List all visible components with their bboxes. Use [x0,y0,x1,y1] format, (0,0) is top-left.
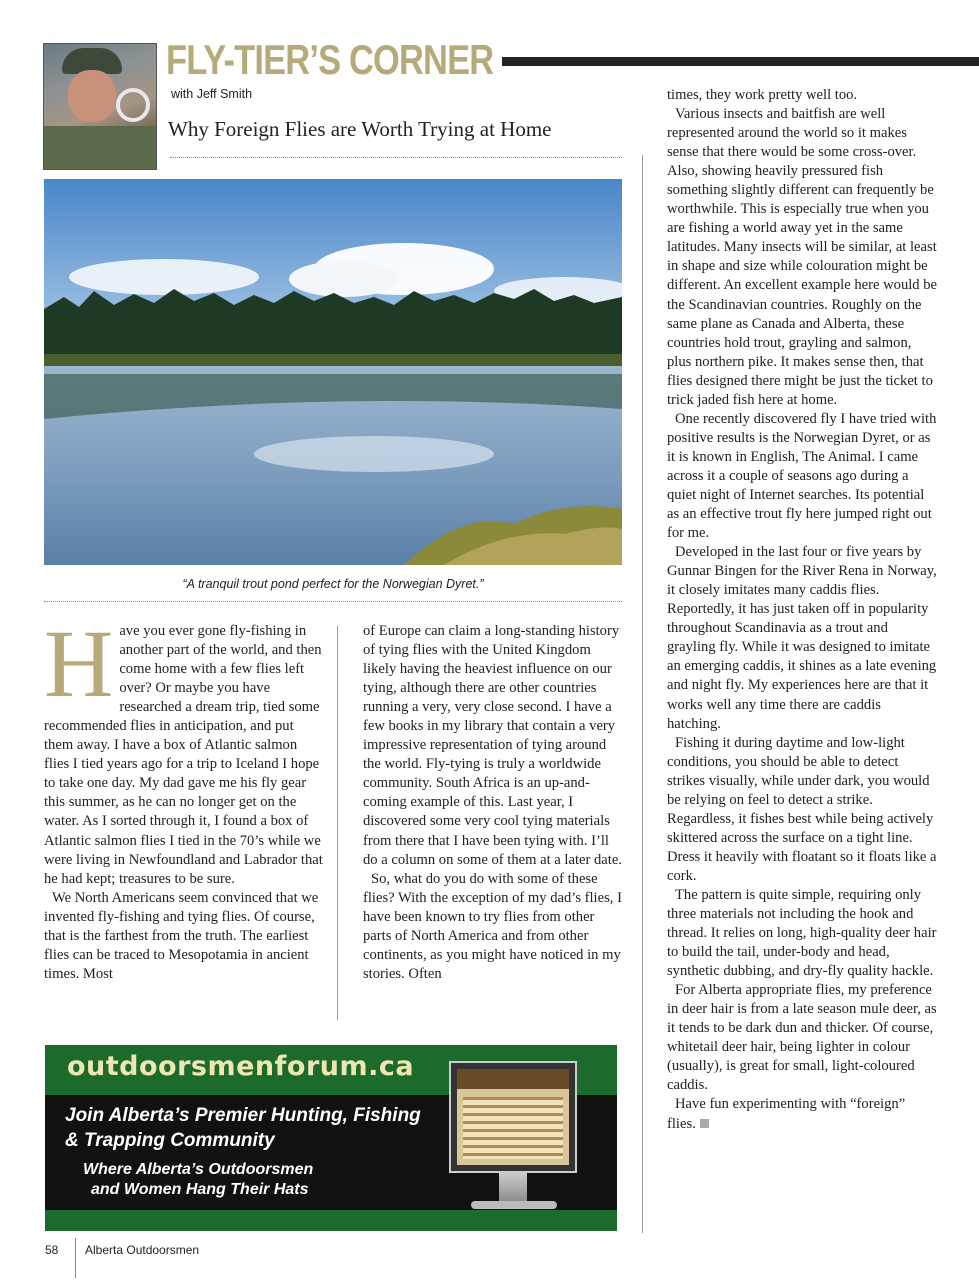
ad-subline-1: Where Alberta’s Outdoorsmen [83,1161,314,1178]
paragraph-text: Have fun experimenting with “foreign” flies. [667,1096,906,1132]
paragraph: We North Americans seem convinced that we invented fly-fishing and tying flies. Of course, that is the farthest from the truth. The earliest flies can be traced to Mesopotamia in ancient times. Most [44,889,319,982]
byline: with Jeff Smith [171,87,253,101]
ad-url[interactable]: outdoorsmenforum.ca [67,1051,415,1082]
article-column-2 [363,622,625,984]
monitor-base [471,1201,557,1209]
paragraph: So, what do you do with some of these flies? With the exception of my dad’s flies, I have been known to try flies from other parts of North America and from other continents, as you might have noticed in my stories. Often [363,870,622,982]
paragraph-text: ave you ever gone fly-fishing in another part of the world, and then come home with a few flies left over? Or maybe you have researched a dream trip, tied some recommended flies in anticipation, and put them away. I have a box of Atlantic salmon flies I tied years ago for a trip to Iceland I hope to take one day. My dad gave me his fly gear this summer, as he can no longer get on the water. As I sorted through it, I found a box of Atlantic salmon flies I tied in the 70’s while we were living in Newfoundland and Labrador that he had kept; treasures to be sure. [44,623,323,887]
drop-cap: H [44,610,114,717]
column-title: FLY-TIER’S CORNER [166,36,494,83]
title-rule [502,57,979,66]
paragraph: The pattern is quite simple, requiring only three materials not including the hook and thread. It relies on long, high-quality deer hair to build the tail, under-body and head, synthetic dubbing, and dry-fly quality hackle. [667,886,937,980]
ad-footer-band [45,1210,617,1231]
article-column-3 [667,86,937,1134]
paragraph: Developed in the last four or five years by Gunnar Bingen for the River Rena in Norway, it closely imitates many caddis flies. Reportedly, it has just taken off in popularity throughout Scandinavia as a trout and grayling fly. While it was designed to imitate an emerging caddis, it shines as a late evening and night fly. My experiences here are that it works well any time there are caddis hatching. [667,544,937,732]
monitor-icon [449,1061,577,1173]
paragraph: Fishing it during daytime and low-light conditions, you should be able to detect strikes visually, while under dark, you would be relying on feel to detect a strike. Regardless, it fishes best while being actively skittered across the surface on a tight line. Dress it heavily with floatant so it floats like a cork. [667,734,937,884]
paragraph: For Alberta appropriate flies, my preference in deer hair is from a late season mule deer, as it tends to be dark dun and thicker. Of course, whitetail deer hair, being lighter in colour (usually), is great for small, light-coloured caddis. [667,982,937,1094]
paragraph [44,610,324,889]
author-photo [43,43,157,170]
page-number: 58 [45,1243,59,1257]
paragraph: times, they work pretty well too. [667,87,858,103]
dotted-divider [170,157,622,158]
publication-name: Alberta Outdoorsmen [85,1243,200,1257]
article-title: Why Foreign Flies are Worth Trying at Home [168,117,552,141]
paragraph: of Europe can claim a long-standing history of tying flies with the United Kingdom likely having the heaviest influence on our tying, although there are other countries running a very, very close second. I have a few books in my library that contain a very impressive representation of tying around the world. Fly-tying is truly a worldwide community. South Africa is an up-and-coming example of this. Last year, I discovered some very cool tying materials from there that I have been tying with. I’ll do a column on some of them at a later date. [363,623,622,868]
paragraph: One recently discovered fly I have tried with positive results is the Norwegian Dyret, or as it is known in English, The Animal. I came across it a couple of seasons ago during a quiet night of Internet searches. Its potential as an effective trout fly here jumped right out for me. [667,410,937,542]
article-column-1 [44,610,324,984]
column-divider [642,155,643,1233]
photo-caption: “A tranquil trout pond perfect for the Norwegian Dyret.” [182,577,484,591]
paragraph: Various insects and baitfish are well represented around the world so it makes sense that there would be some cross-over. Also, showing heavily pressured fish something slightly different can frequently be worthwhile. This is especially true when you are fishing a world away yet in the same latitudes. Many insects will be similar, at least in shape and size while colouration might be different. An excellent example here would be the Scandinavian countries. Roughly on the same plane as Canada and Alberta, these countries hold trout, grayling and salmon, plus northern pike. It makes sense then, that flies designed there might be just the ticket to trick jaded fish here at home. [667,106,938,408]
forum-advertisement[interactable] [45,1045,617,1231]
footer-divider [75,1238,76,1278]
ad-subline-2: and Women Hang Their Hats [91,1181,309,1198]
monitor-stand [499,1173,527,1203]
ad-tagline: Join Alberta’s Premier Hunting, Fishing & Trapping Community [65,1105,421,1151]
column-divider [337,626,338,1020]
end-mark-icon [700,1119,709,1128]
pond-photo [44,179,622,565]
dotted-divider [44,601,622,602]
paragraph [667,1095,937,1133]
